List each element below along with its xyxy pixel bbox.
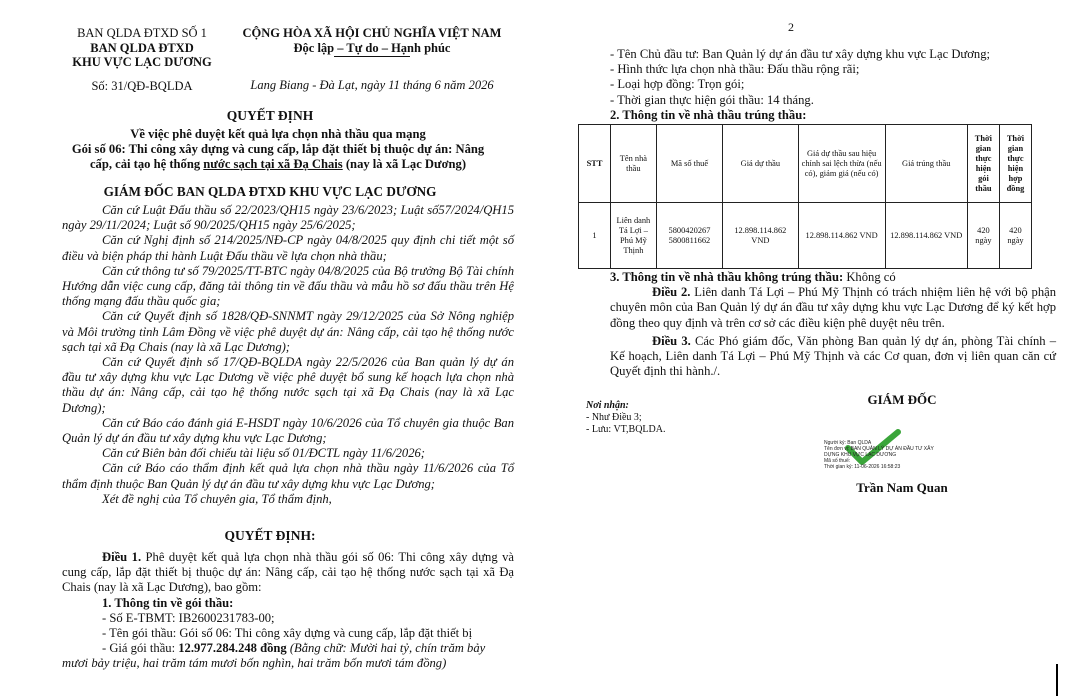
cell-bidder-name: Liên danh Tá Lợi – Phú Mỹ Thịnh — [611, 203, 657, 269]
article-3-label: Điều 3. — [652, 333, 691, 348]
article-2-text: Liên danh Tá Lợi – Phú Mỹ Thịnh có trách nhiệm liên hệ với bộ phận chuyên môn của Ban Quản lý dự án đầu tư xây dựng khu vực Lạc Dương để ký kết hợp đồng theo quy định và trên cơ sở các điều kiện phê duyệt nêu trên. — [610, 285, 1057, 330]
article-2-label: Điều 2. — [652, 285, 691, 300]
subject-line-2: Gói số 06: Thi công xây dựng và cung cấp, lắp đặt thiết bị thuộc dự án: Nâng — [71, 142, 485, 156]
article-1-label: Điều 1. — [102, 550, 142, 564]
recipients — [586, 400, 786, 436]
national-title: CỘNG HÒA XÃ HỘI CHỦ NGHĨA VIỆT NAM — [242, 26, 502, 40]
package-price-words: mươi bảy triệu, hai trăm tám mươi bốn nghìn, hai trăm bốn mươi tám đồng) — [62, 656, 447, 671]
basis-evaluation-report: Căn cứ Báo cáo đánh giá E-HSDT ngày 10/6/2026 của Tổ chuyên gia thuộc Ban Quản lý dự án đầu tư xây dựng khu vực Lạc Dương; — [62, 415, 514, 446]
signer-title: GIÁM ĐỐC — [867, 392, 937, 407]
basis-project-approval: Căn cứ Quyết định số 1828/QĐ-SNNMT ngày 29/12/2025 của Sở Nông nghiệp và Môi trường tỉnh Lâm Đồng về việc phê duyệt dự án: Nâng cấp, cải tạo hệ thống nước sạch tại xã Đạ Chais (nay là xã Lạc Dương); — [62, 309, 514, 354]
issuer-name: BAN QLDA ĐTXD — [90, 40, 194, 55]
basis-circular: Căn cứ thông tư số 79/2025/TT-BTC ngày 04/8/2025 của Bộ trưởng Bộ Tài chính Hướng dẫn việc cung cấp, đăng tải thông tin về đấu thầu và mẫu hồ sơ đấu thầu trên Hệ thống mạng đấu thầu quốc gia; — [62, 263, 514, 309]
section-2-heading: 2. Thông tin về nhà thầu trúng thầu: — [610, 107, 807, 122]
legal-bases — [62, 203, 514, 507]
document-page-2 — [556, 0, 1092, 696]
table-row — [579, 203, 1032, 269]
cell-tax-code: 5800420267 5800811662 — [656, 203, 722, 269]
etbmt-number: - Số E-TBMT: IB2600231783-00; — [102, 610, 275, 625]
article-1-text: Phê duyệt kết quả lựa chọn nhà thầu gói số 06: Thi công xây dựng và cung cấp, lắp đặt thiết bị thuộc dự án: Nâng cấp, cải tạo hệ thống nước sạch tại xã Đạ Chais (nay là xã Lạc Dương), bao gồm: — [62, 550, 514, 595]
decision-subject — [28, 127, 528, 172]
basis-decree: Căn cứ Nghị định số 214/2025/NĐ-CP ngày 04/8/2025 quy định chi tiết một số điều và biện pháp thi hành Luật Đấu thầu về lựa chọn nhà thầu; — [62, 233, 514, 263]
duration: - Thời gian thực hiện gói thầu: 14 tháng. — [610, 92, 814, 107]
cell-package-duration: 420 ngày — [967, 203, 999, 269]
cell-corrected-price: 12.898.114.862 VND — [798, 203, 885, 269]
col-winning-price: Giá trúng thầu — [885, 125, 967, 203]
basis-plan-approval: Căn cứ Quyết định số 17/QĐ-BQLDA ngày 22/5/2026 của Ban quản lý dự án đầu tư xây dựng khu vực Lạc Dương về việc phê duyệt bổ sung kế hoạch lựa chọn nhà thầu dự án: Nâng cấp, cải tạo hệ thống nước sạch tại xã Đạ Chais (nay là xã Lạc Dương); — [62, 355, 514, 415]
investor-name: - Tên Chủ đầu tư: Ban Quản lý dự án đầu tư xây dựng khu vực Lạc Dương; — [610, 47, 990, 61]
decision-heading: QUYẾT ĐỊNH: — [224, 528, 316, 543]
page-edge-line — [1056, 664, 1058, 696]
national-header — [238, 26, 506, 93]
articles-2-3 — [610, 270, 1056, 379]
signer-name: Trần Nam Quan — [856, 480, 948, 495]
package-name: - Tên gói thầu: Gói số 06: Thi công xây dựng và cung cấp, lắp đặt thiết bị — [102, 626, 473, 641]
motto-underline — [334, 56, 410, 57]
recipient-item: - Lưu: VT,BQLDA. — [586, 424, 666, 435]
document-page-1 — [0, 0, 540, 696]
contract-type: - Loại hợp đồng: Trọn gói; — [610, 77, 745, 92]
package-price-value: 12.977.284.248 đồng — [178, 641, 287, 656]
col-stt: STT — [579, 125, 611, 203]
col-contract-duration: Thời gian thực hiện hợp đồng — [999, 125, 1031, 203]
section-1-heading: 1. Thông tin về gói thầu: — [102, 595, 234, 610]
authority-title: GIÁM ĐỐC BAN QLDA ĐTXD KHU VỰC LẠC DƯƠNG — [103, 184, 437, 199]
issuer-parent: BAN QLDA ĐTXD SỐ 1 — [77, 26, 207, 40]
national-motto: Độc lập – Tự do – Hạnh phúc — [293, 40, 451, 55]
section-3-value: Không có — [843, 270, 896, 284]
article-3 — [610, 334, 1056, 380]
basis-reconciliation: Căn cứ Biên bản đối chiếu tài liệu số 01/ĐCTL ngày 11/6/2026; — [102, 446, 425, 461]
document-number: Số: 31/QĐ-BQLDA — [91, 78, 193, 93]
issuer-header — [62, 26, 222, 93]
section-3-heading: 3. Thông tin về nhà thầu không trúng thầu: — [610, 270, 844, 284]
decision-title: QUYẾT ĐỊNH — [226, 108, 314, 123]
col-bidder-name: Tên nhà thầu — [611, 125, 657, 203]
issue-date: Lang Biang - Đà Lạt, ngày 11 tháng 6 năm 2026 — [250, 78, 494, 92]
winning-bidder-table — [578, 124, 1032, 269]
subject-line-1: Về việc phê duyệt kết quả lựa chọn nhà thầu qua mạng — [130, 127, 426, 141]
cell-winning-price: 12.898.114.862 VND — [885, 203, 967, 269]
selection-method: - Hình thức lựa chọn nhà thầu: Đấu thầu rộng rãi; — [610, 62, 860, 77]
recipients-title: Nơi nhận: — [586, 400, 629, 411]
subject-line-3: cấp, cải tạo hệ thống nước sạch tại xã Đạ Chais (nay là xã Lạc Dương) — [89, 157, 467, 171]
col-tax-code: Mã số thuế — [656, 125, 722, 203]
digital-signature-stamp — [824, 426, 972, 468]
recipient-item: - Như Điều 3; — [586, 412, 642, 423]
basis-law: Căn cứ Luật Đấu thầu số 22/2023/QH15 ngày 23/6/2023; Luật số57/2024/QH15 ngày 29/11/2024; Luật số 90/2025/QH15 ngày 25/6/2025; — [62, 203, 514, 233]
basis-appraisal-report: Căn cứ Báo cáo thẩm định kết quả lựa chọn nhà thầu ngày 11/6/2026 của Tổ thẩm định thuộc Ban Quản lý dự án đầu tư xây dựng khu vực Lạc Dương; — [62, 461, 514, 491]
issuer-region: KHU VỰC LẠC DƯƠNG — [72, 55, 212, 69]
col-corrected-price: Giá dự thầu sau hiệu chỉnh sai lệch thừa (nếu có), giảm giá (nếu có) — [798, 125, 885, 203]
table-header-row — [579, 125, 1032, 203]
article-2 — [610, 285, 1056, 331]
col-package-duration: Thời gian thực hiện gói thầu — [967, 125, 999, 203]
basis-proposal: Xét đề nghị của Tổ chuyên gia, Tổ thẩm định, — [102, 491, 332, 506]
package-details — [610, 47, 1050, 123]
package-price: - Giá gói thầu: 12.977.284.248 đồng (Bằng chữ: Mười hai tỷ, chín trăm bảy — [102, 641, 486, 656]
page-number: 2 — [788, 20, 794, 34]
cell-contract-duration: 420 ngày — [999, 203, 1031, 269]
col-bid-price: Giá dự thầu — [723, 125, 799, 203]
signature-details: Người ký: Ban QLDA Tên đơn vị: BAN QUẢN LÝ DỰ ÁN ĐẦU TƯ XÂY DỰNG KHU VỰC LẠC DƯƠNG Mã số thuế: Thời gian ký: 11-06-2026 16:58:23 — [824, 440, 934, 470]
article-3-text: Các Phó giám đốc, Văn phòng Ban quản lý dự án, phòng Tài chính – Kế hoạch, Liên danh Tá Lợi – Phú Mỹ Thịnh và các Cơ quan, đơn vị liên quan căn cứ Quyết định thi hành./. — [610, 333, 1057, 379]
cell-bid-price: 12.898.114.862 VND — [723, 203, 799, 269]
section-3 — [610, 270, 1056, 285]
article-1 — [62, 550, 514, 672]
cell-stt: 1 — [579, 203, 611, 269]
